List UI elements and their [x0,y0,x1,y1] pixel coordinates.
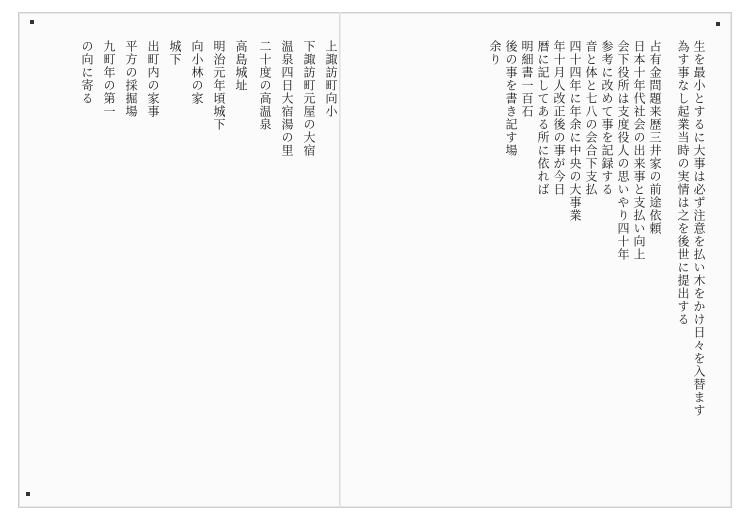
text-column: 平方の採掘場 [124,40,138,118]
text-column: 余り [488,40,502,66]
scan-corner-mark [716,22,720,26]
text-column: 音と体と七八の会合下支払 [584,40,598,196]
text-column: 上諏訪町向小 [324,40,338,118]
text-column: 暦に記してある所に依れば [536,40,550,196]
right-page [346,40,706,480]
text-column: 温泉四日大宿湯の里 [280,40,294,157]
scan-corner-mark [26,492,30,496]
text-column: 参考に改めて事を記録する [600,40,614,196]
text-column: 日本十年代社会の出来事と支払い向上 [632,40,646,261]
text-column: 後の事を書き記す場 [504,40,518,157]
text-column: 占有金問題来歴三井家の前途依頼 [648,40,662,235]
text-column: 出町内の家事 [146,40,160,118]
text-column: 生を最小とするに大事は必ず注意を払い木をかけ日々を入替ます [692,40,706,417]
text-column: 為す事なし起業当時の実情は之を後世に提出する [676,40,690,326]
text-column: 明細書一百石 [520,40,534,118]
text-column: 高島城址 [234,40,248,92]
left-page [40,40,338,480]
text-column: の向に寄る [80,40,94,105]
page-fold [339,12,341,506]
text-column: 明治元年頃城下 [212,40,226,131]
text-column: 九町年の第一 [102,40,116,118]
text-column: 下諏訪町元屋の大宿 [302,40,316,157]
text-column: 年十月人改正後の事が今日 [552,40,566,196]
scan-corner-mark [30,20,34,24]
text-column: 向小林の家 [190,40,204,105]
text-column: 城下 [168,40,182,66]
text-column: 四十四年に年余に中央の大事業 [568,40,582,222]
text-column: 会下役所は支度役人の思いやり四十年 [616,40,630,261]
text-column: 二十度の高温泉 [258,40,272,131]
